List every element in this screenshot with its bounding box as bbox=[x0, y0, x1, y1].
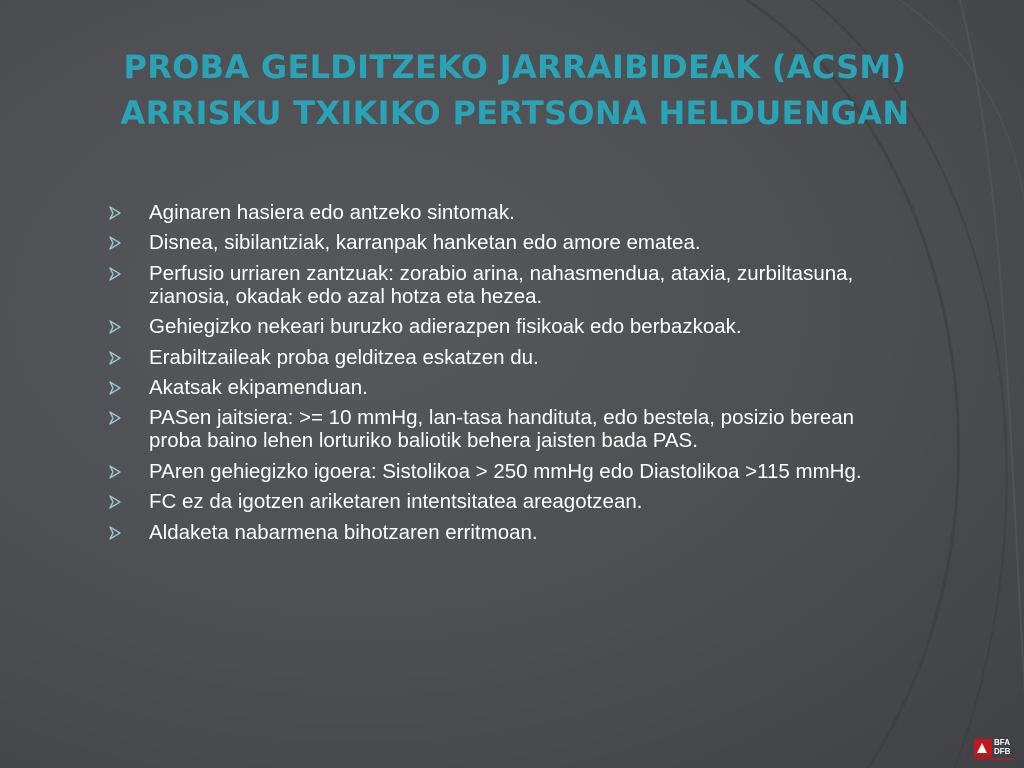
arrowhead-bullet-icon bbox=[108, 267, 122, 281]
arrowhead-bullet-icon bbox=[108, 495, 122, 509]
bullet-text: FC ez da igotzen ariketaren intentsitatea areagotzean. bbox=[149, 490, 643, 514]
bullet-item bbox=[108, 346, 908, 369]
bullet-list bbox=[108, 201, 908, 551]
bullet-text: Erabiltzaileak proba gelditzea eskatzen du. bbox=[149, 345, 539, 369]
bullet-item bbox=[108, 231, 908, 254]
logo-line-2: DFB bbox=[994, 747, 1011, 756]
bullet-item bbox=[108, 315, 908, 338]
arrowhead-bullet-icon bbox=[108, 465, 122, 479]
bullet-item bbox=[108, 521, 908, 544]
arrowhead-bullet-icon bbox=[108, 351, 122, 365]
arrowhead-bullet-icon bbox=[108, 320, 122, 334]
slide-title bbox=[60, 44, 970, 136]
bullet-text: Aginaren hasiera edo antzeko sintomak. bbox=[149, 201, 515, 224]
bullet-item bbox=[108, 460, 908, 483]
arrowhead-bullet-icon bbox=[108, 236, 122, 250]
arrowhead-bullet-icon bbox=[108, 206, 122, 220]
arrowhead-bullet-icon bbox=[108, 526, 122, 540]
bullet-text: Gehiegizko nekeari buruzko adierazpen fisikoak edo berbazkoak. bbox=[149, 315, 742, 339]
bullet-text: Akatsak ekipamenduan. bbox=[149, 375, 368, 399]
arrowhead-bullet-icon bbox=[108, 381, 122, 395]
bullet-item bbox=[108, 201, 908, 224]
bullet-text: Disnea, sibilantziak, karranpak hanketan edo amore ematea. bbox=[149, 231, 701, 255]
bullet-item bbox=[108, 262, 908, 308]
arrowhead-bullet-icon bbox=[108, 411, 122, 425]
logo-text bbox=[994, 738, 1010, 756]
slide-title-line-1: PROBA GELDITZEKO JARRAIBIDEAK (ACSM) bbox=[123, 48, 907, 86]
bullet-text: PASen jaitsiera: >= 10 mmHg, lan-tasa handituta, edo bestela, posizio berean proba baino lehen lorturiko baliotik behera jaisten bada PAS. bbox=[149, 406, 855, 453]
bullet-text: Aldaketa nabarmena bihotzaren erritmoan. bbox=[149, 520, 538, 544]
bullet-item bbox=[108, 376, 908, 399]
bullet-item bbox=[108, 406, 908, 452]
slide-title-line-2: ARRISKU TXIKIKO PERTSONA HELDUENGAN bbox=[120, 94, 910, 132]
bullet-text: PAren gehiegizko igoera: Sistolikoa > 250 mmHg edo Diastolikoa >115 mmHg. bbox=[149, 459, 862, 483]
logo-line-1: BFA bbox=[994, 738, 1010, 747]
bullet-text: Perfusio urriaren zantzuak: zorabio arina, nahasmendua, ataxia, zurbiltasuna, zianosia, okadak edo azal hotza eta hezea. bbox=[149, 261, 854, 308]
bullet-item bbox=[108, 490, 908, 513]
